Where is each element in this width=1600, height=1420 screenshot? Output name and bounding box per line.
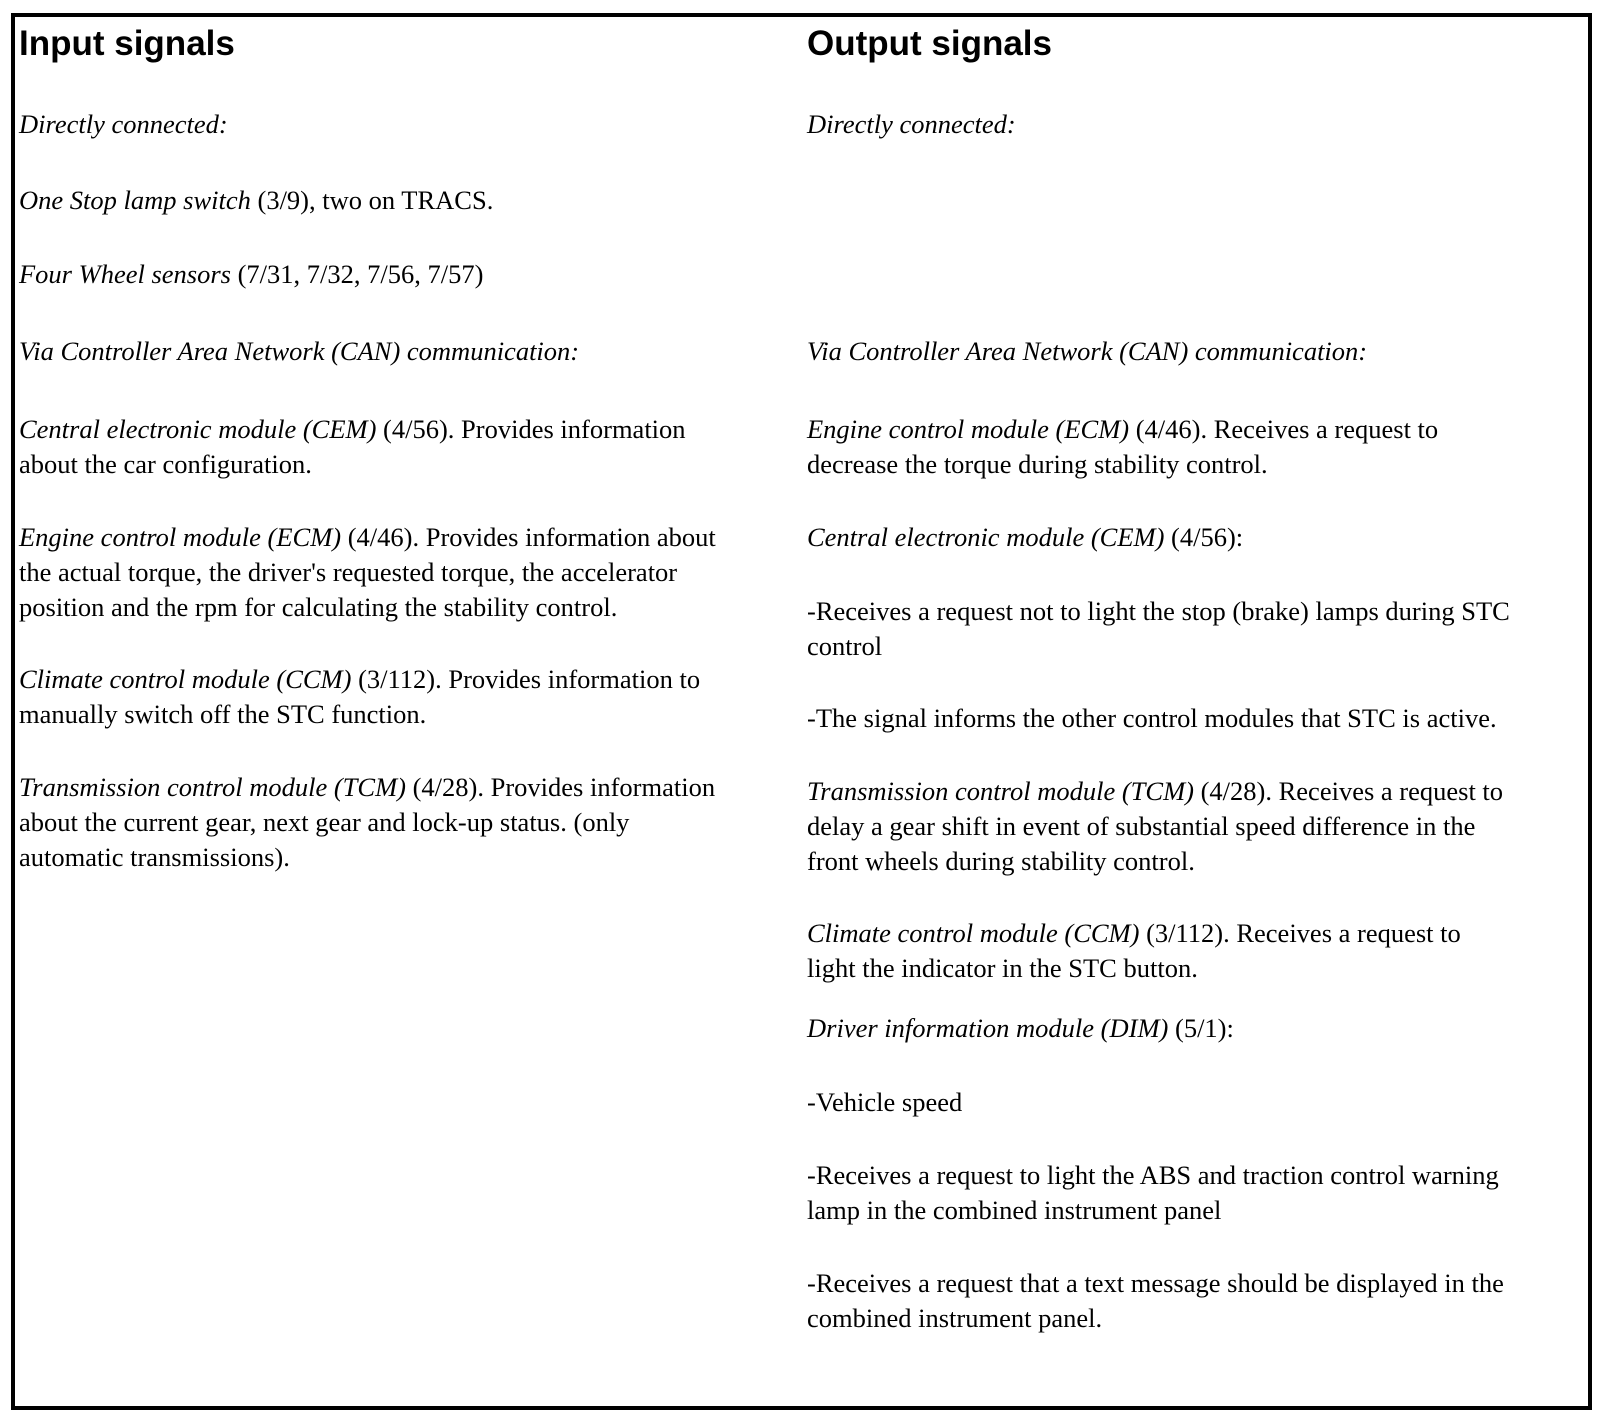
ccm-label: Climate control module (CCM)	[807, 918, 1140, 948]
output-dim-abs-warning: -Receives a request to light the ABS and traction control warning lamp in the combined instrument panel	[807, 1160, 1499, 1225]
input-signals-heading: Input signals	[19, 24, 235, 63]
input-directly-connected-label: Directly connected:	[19, 109, 228, 139]
input-cem: Central electronic module (CEM) (4/56). Provides information about the car configuration.	[19, 414, 686, 479]
output-ccm: Climate control module (CCM) (3/112). Receives a request to light the indicator in the STC button.	[807, 918, 1461, 983]
input-can-communication-label: Via Controller Area Network (CAN) communication:	[19, 336, 580, 366]
tcm-label: Transmission control module (TCM)	[19, 772, 406, 802]
output-signals-heading: Output signals	[807, 24, 1052, 63]
cem-label: Central electronic module (CEM)	[807, 522, 1165, 552]
cem-label: Central electronic module (CEM)	[19, 414, 377, 444]
signals-table	[11, 13, 1592, 1410]
dim-label: Driver information module (DIM)	[807, 1013, 1169, 1043]
tcm-label: Transmission control module (TCM)	[807, 776, 1194, 806]
ecm-label: Engine control module (ECM)	[807, 414, 1130, 444]
output-dim-text-message: -Receives a request that a text message should be displayed in the combined instrument panel.	[807, 1268, 1504, 1333]
output-cem-stop-lamps: -Receives a request not to light the stop (brake) lamps during STC control	[807, 596, 1510, 661]
wheel-sensors-label: Four Wheel sensors	[19, 259, 231, 289]
output-tcm: Transmission control module (TCM) (4/28). Receives a request to delay a gear shift in event of substantial speed difference in the front wheels during stability control.	[807, 776, 1504, 876]
ecm-label: Engine control module (ECM)	[19, 522, 342, 552]
stop-lamp-switch-label: One Stop lamp switch	[19, 185, 251, 215]
input-ecm: Engine control module (ECM) (4/46). Provides information about the actual torque, the driver's requested torque, the accelerator position and the rpm for calculating the stability control.	[19, 522, 716, 622]
output-cem: Central electronic module (CEM) (4/56):	[807, 522, 1244, 552]
output-dim: Driver information module (DIM) (5/1):	[807, 1013, 1234, 1043]
ccm-label: Climate control module (CCM)	[19, 664, 352, 694]
output-directly-connected-label: Directly connected:	[807, 109, 1016, 139]
output-ecm: Engine control module (ECM) (4/46). Receives a request to decrease the torque during stability control.	[807, 414, 1439, 479]
input-stop-lamp-switch: One Stop lamp switch (3/9), two on TRACS.	[19, 185, 494, 215]
output-can-communication-label: Via Controller Area Network (CAN) communication:	[807, 336, 1368, 366]
input-ccm: Climate control module (CCM) (3/112). Provides information to manually switch off the STC function.	[19, 664, 701, 729]
output-dim-vehicle-speed: -Vehicle speed	[807, 1087, 963, 1117]
input-tcm: Transmission control module (TCM) (4/28). Provides information about the current gear, next gear and lock-up status. (only automatic transmissions).	[19, 772, 716, 872]
output-cem-stc-active: -The signal informs the other control modules that STC is active.	[807, 703, 1497, 733]
input-wheel-sensors: Four Wheel sensors (7/31, 7/32, 7/56, 7/57)	[19, 259, 484, 289]
